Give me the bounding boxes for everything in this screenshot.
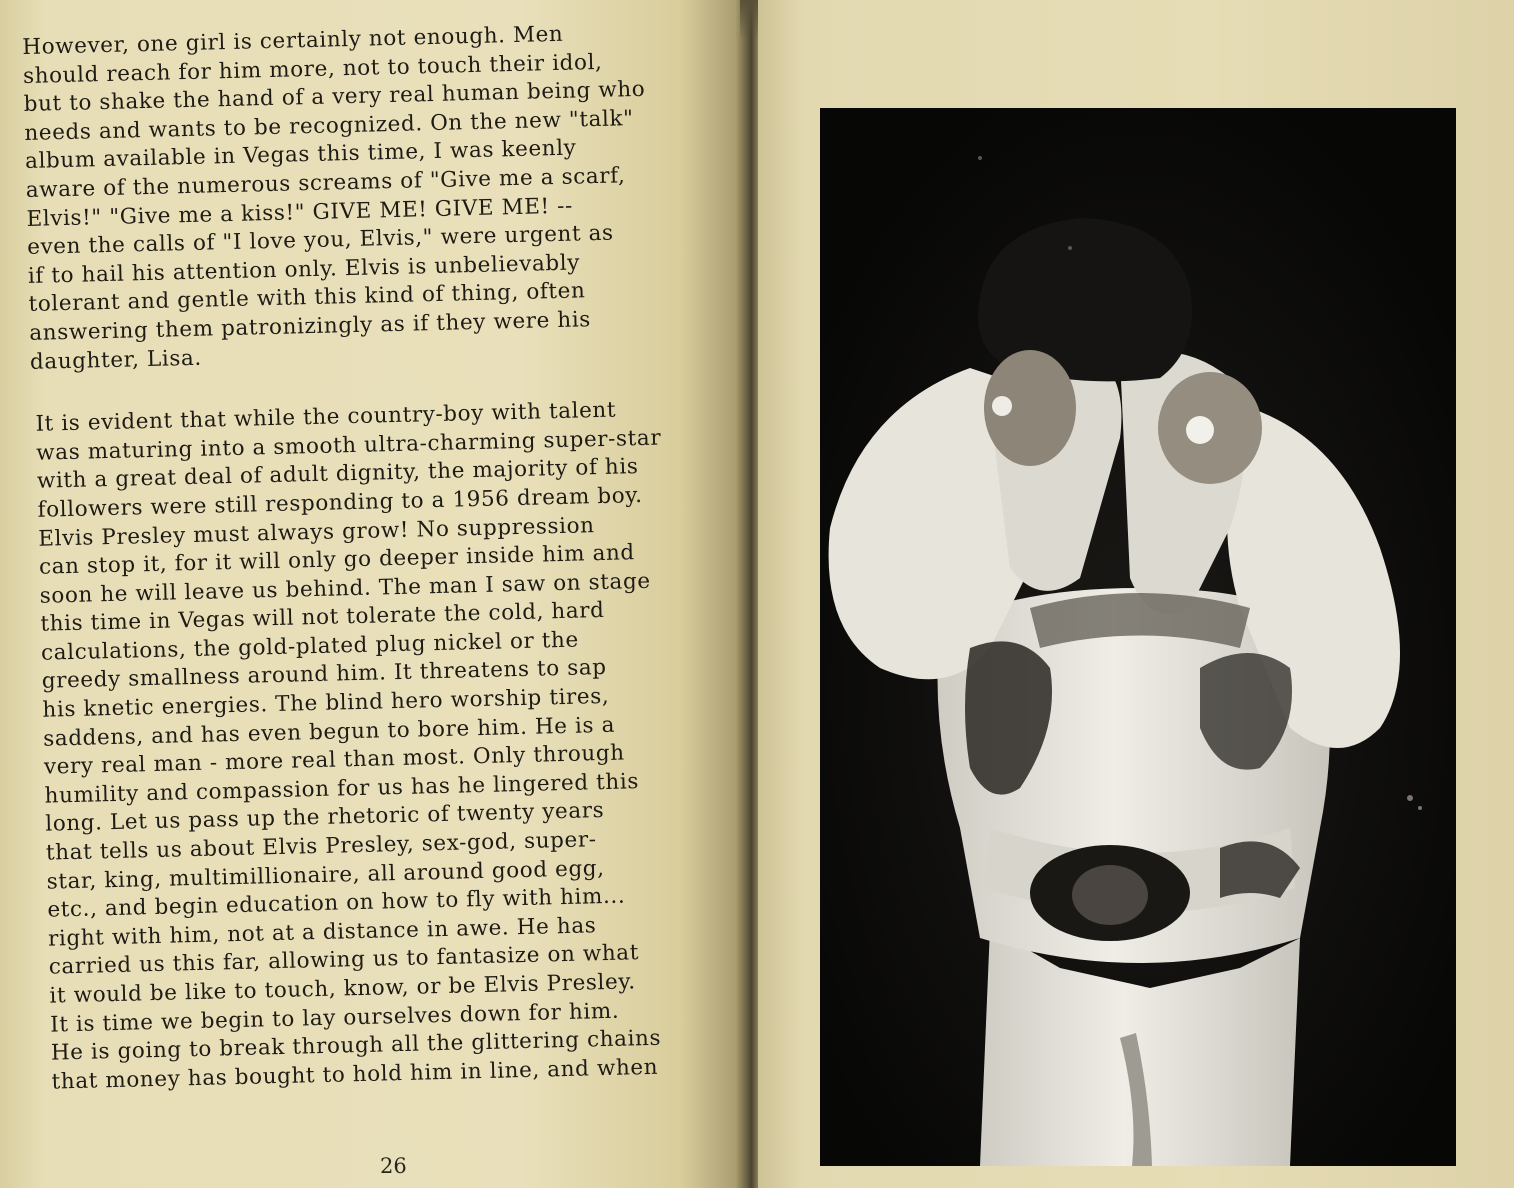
stage-speck: [1407, 795, 1413, 801]
body-text: [22, 17, 748, 1097]
ring-2: [992, 396, 1012, 416]
performer-photo: [820, 108, 1456, 1166]
stage-speck: [1068, 246, 1072, 250]
paragraph-1: However, one girl is certainly not enough. Men should reach for him more, not to touch their idol, but to shake the hand of a very real human being who needs and wants to be recognized. On the new "talk" album available in Vegas this time, I was keenly aware of the numerous screams of "Give me a scarf, Elvis!" "Give me a kiss!" GIVE ME! GIVE ME! -- even the calls of "I love you, Elvis," were urgent as if to hail his attention only. Elvis is unbelievably tolerant and gentle with this kind of thing, often answering them patronizingly as if they were his daughter, Lisa.: [22, 21, 646, 375]
performer-illustration: [820, 108, 1456, 1166]
belt-buckle-center: [1072, 865, 1148, 925]
stage-speck: [1418, 806, 1422, 810]
paragraph-2: It is evident that while the country-boy with talent was maturing into a smooth ultra-charming super-star with a great deal of adult dignity, the majority of his followers were still responding to a 1956 dream boy. Elvis Presley must always grow! No suppression can stop it, for it will only go deeper inside him and soon he will leave us behind. The man I saw on stage this time in Vegas will not tolerate the cold, hard calculations, the gold-plated plug nickel or the greedy smallness around him. It threatens to sap his knetic energies. The blind hero worship tires, saddens, and has even begun to bore him. He is a very real man - more real than most. Only through humility and compassion for us has he lingered this long. Let us pass up the rhetoric of twenty years that tells us about Elvis Presley, sex-god, super- star, king, multimillionaire, all around good egg, etc., and begin education on how to fly with him... right with him, not at a distance in awe. He has carried us this far, allowing us to fantasize on what it would be like to touch, know, or be Elvis Presley. It is time we begin to lay ourselves down for him. He is going to break through all the glittering chains that money has bought to hold him in line, and when: [35, 397, 662, 1095]
ring: [1186, 416, 1214, 444]
page-number: 26: [380, 1154, 407, 1178]
left-page: [0, 0, 740, 1188]
stage-speck: [978, 156, 982, 160]
